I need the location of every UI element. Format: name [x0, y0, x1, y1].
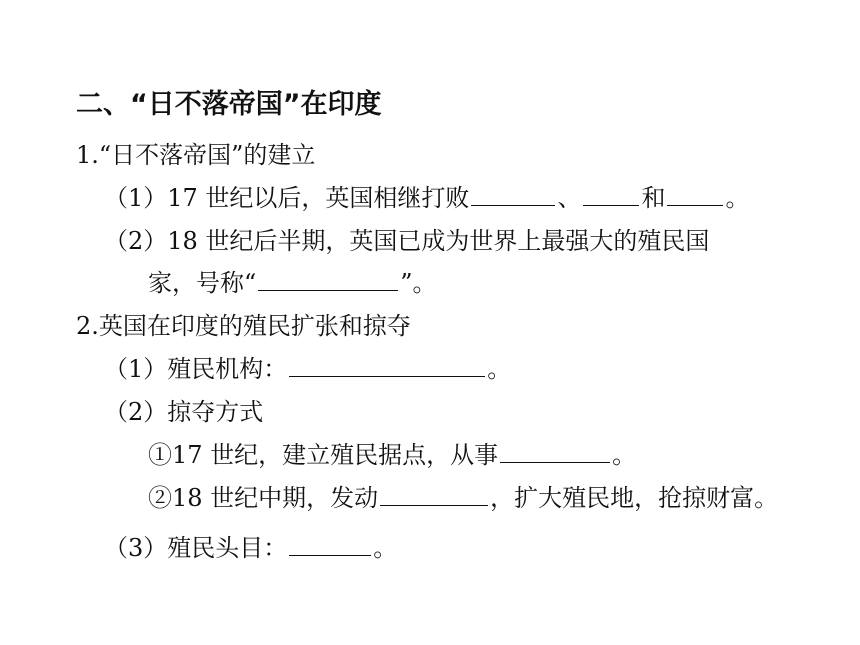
- part2-item3-prefix: （3）殖民头目：: [104, 534, 288, 562]
- part2-item1-suffix: 。: [487, 355, 512, 383]
- part1-item1-sep1: 、: [557, 184, 582, 212]
- part1-item1-prefix: （1）17 世纪以后，英国相继打败: [104, 184, 470, 212]
- part2-title: 2.英国在印度的殖民扩张和掠夺: [76, 312, 411, 340]
- part1-item2-line1: （2）18 世纪后半期，英国已成为世界上最强大的殖民国: [104, 227, 710, 255]
- blank-defeated-country-1[interactable]: [471, 183, 555, 206]
- blank-colonial-leader[interactable]: [289, 533, 371, 556]
- part1-item1-sep2: 和: [641, 184, 666, 212]
- blank-17th-century-activity[interactable]: [500, 440, 610, 463]
- part1-item2-line2-suffix: ”。: [400, 269, 437, 297]
- part1-item1: [104, 183, 749, 213]
- part1-item2-line2: [148, 268, 437, 298]
- part2-item1-prefix: （1）殖民机构：: [104, 355, 288, 383]
- part2-item1: [104, 354, 511, 384]
- part2-item2-sub1: [148, 440, 636, 470]
- part2-item2-sub2: [148, 483, 778, 513]
- part2-item2-sub1-prefix: ①17 世纪，建立殖民据点，从事: [148, 441, 499, 469]
- part2-item2-sub2-prefix: ②18 世纪中期，发动: [148, 484, 379, 512]
- part2-item3-suffix: 。: [373, 534, 398, 562]
- part1-item1-suffix: 。: [725, 184, 750, 212]
- part2-item2-title: （2）掠夺方式: [104, 398, 264, 426]
- blank-defeated-country-2[interactable]: [583, 183, 639, 206]
- part1-title: 1.“日不落帝国”的建立: [76, 141, 316, 169]
- blank-defeated-country-3[interactable]: [667, 183, 723, 206]
- blank-empire-title[interactable]: [258, 268, 398, 291]
- section-title: 二、“日不落帝国”在印度: [76, 89, 382, 120]
- part2-item2-sub1-suffix: 。: [612, 441, 637, 469]
- part2-item2-sub2-suffix: ，扩大殖民地，抢掠财富。: [490, 484, 779, 512]
- part1-item2-line2-prefix: 家，号称“: [148, 269, 257, 297]
- blank-colonial-agency[interactable]: [289, 354, 485, 377]
- part2-item3: [104, 533, 397, 563]
- blank-18th-century-war[interactable]: [380, 483, 488, 506]
